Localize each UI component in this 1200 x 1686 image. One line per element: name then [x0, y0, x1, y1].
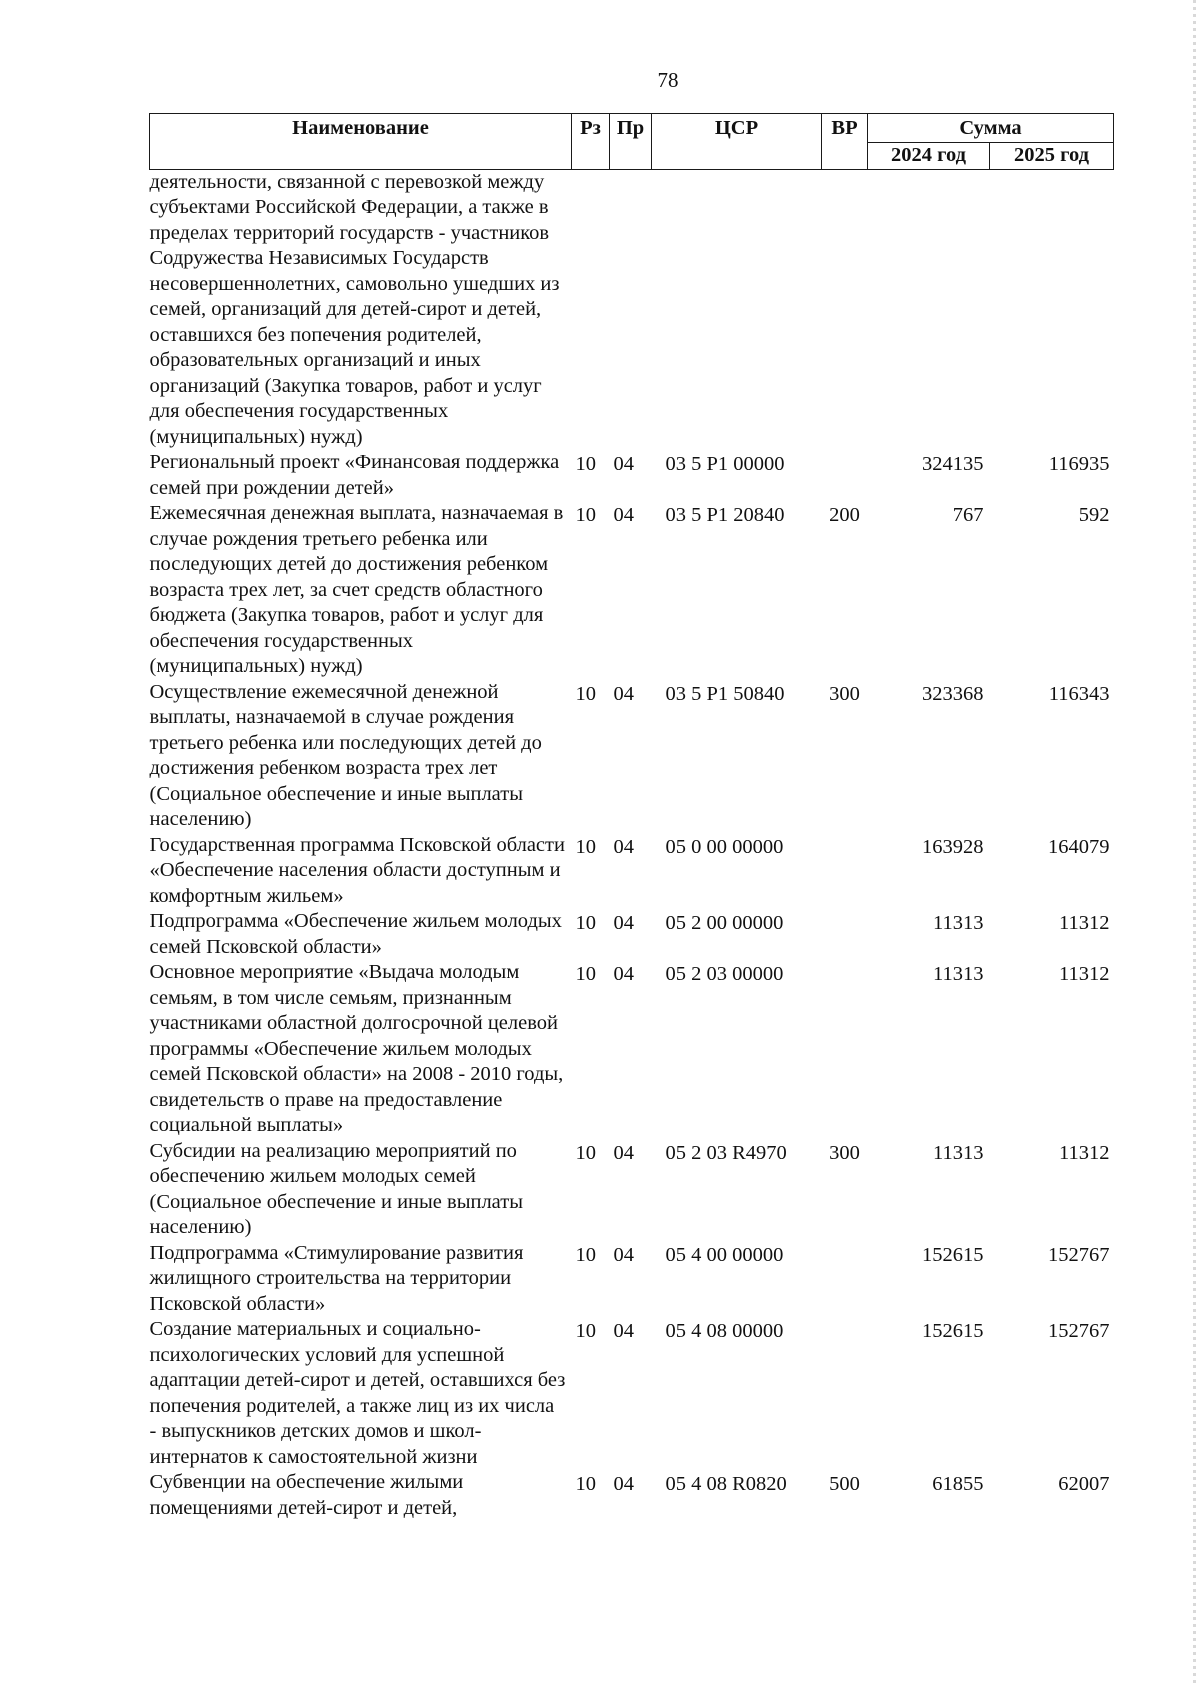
cell-2025: 152767	[1048, 1243, 1110, 1266]
table-row	[150, 450, 1114, 501]
cell-name: Субвенции на обеспечение жилыми помещениями детей-сирот и детей,	[149, 1471, 464, 1519]
cell-2024: 152615	[922, 1320, 984, 1342]
column-header-vr: ВР	[822, 114, 868, 170]
cell-2025: 116343	[1048, 682, 1110, 705]
column-header-pr: Пр	[610, 114, 652, 170]
cell-csr: 05 0 00 00000	[665, 835, 784, 858]
cell-vr: 200	[829, 504, 860, 526]
table-header	[150, 114, 1114, 170]
cell-name: Ежемесячная денежная выплата, назначаемая в случае рождения третьего ребенка или последующих детей до достижения ребенком возраста трех лет, за счет средств областного бюджета (Закупка товаров, работ и услуг для обеспечения государственных (муниципальных) нужд)	[149, 502, 564, 677]
table-row	[150, 169, 1114, 450]
cell-2024: 323368	[922, 682, 984, 705]
cell-2025: 152767	[1048, 1320, 1110, 1342]
cell-name: Осуществление ежемесячной денежной выплаты, назначаемой в случае рождения третьего ребенка или последующих детей до достижения ребенком возраста трех лет (Социальное обеспечение и иные выплаты населению)	[149, 680, 542, 830]
cell-2025: 164079	[1048, 835, 1110, 858]
cell-name: Подпрограмма «Обеспечение жильем молодых семей Псковской области»	[149, 910, 562, 958]
cell-2025	[990, 169, 1114, 450]
cell-name: Подпрограмма «Стимулирование развития жилищного строительства на территории Псковской области»	[149, 1241, 524, 1315]
table-row	[150, 501, 1114, 680]
cell-vr	[822, 833, 868, 910]
cell-rz: 10	[575, 1141, 596, 1164]
cell-vr	[822, 909, 868, 960]
cell-pr: 04	[613, 1320, 634, 1342]
column-header-rz: Рз	[572, 114, 610, 170]
cell-rz: 10	[575, 912, 596, 934]
cell-2025: 11312	[1059, 1141, 1110, 1164]
cell-2024: 11313	[933, 1141, 984, 1164]
cell-csr: 05 4 08 00000	[665, 1320, 784, 1342]
cell-csr	[652, 169, 822, 450]
cell-vr: 300	[829, 682, 860, 705]
cell-2024: 11313	[933, 963, 984, 985]
cell-pr: 04	[613, 682, 634, 705]
cell-name: деятельности, связанной с перевозкой между субъектами Российской Федерации, а также в пределах территорий государств - участников Содружества Независимых Государств несовершеннолетних, самовольно ушедших из семей, организаций для детей-сирот и детей, оставшихся без попечения родителей, образовательных организаций и иных организаций (Закупка товаров, работ и услуг для обеспечения государственных (муниципальных) нужд)	[149, 170, 560, 448]
cell-name: Создание материальных и социально-психологических условий для успешной адаптации детей-сирот и детей, оставшихся без попечения родителей, а также лиц из их числа - выпускников детских домов и школ-интернатов к самостоятельной жизни	[149, 1318, 566, 1468]
cell-rz: 10	[575, 682, 596, 705]
cell-csr: 03 5 P1 00000	[665, 453, 785, 475]
cell-rz	[572, 169, 610, 450]
column-header-2024: 2024 год	[868, 143, 990, 170]
cell-pr: 04	[613, 453, 634, 475]
cell-vr	[822, 960, 868, 1139]
cell-2024: 163928	[922, 835, 984, 858]
cell-csr: 03 5 P1 20840	[665, 504, 785, 526]
cell-2025: 11312	[1059, 963, 1110, 985]
column-header-csr: ЦСР	[652, 114, 822, 170]
budget-table	[149, 113, 1114, 1521]
cell-2024: 11313	[933, 912, 984, 934]
cell-csr: 05 4 08 R0820	[665, 1473, 787, 1495]
column-header-sum: Сумма	[868, 114, 1114, 143]
cell-pr: 04	[613, 1141, 634, 1164]
table-row	[150, 909, 1114, 960]
cell-name: Основное мероприятие «Выдача молодым семьям, в том числе семьям, признанным участниками областной долгосрочной целевой программы «Обеспечение жильем молодых семей Псковской области» на 2008 - 2010 годы, свидетельств о праве на предоставление социальной выплаты»	[149, 961, 564, 1136]
column-header-name: Наименование	[150, 114, 572, 170]
cell-csr: 05 2 03 00000	[665, 963, 784, 985]
cell-rz: 10	[575, 1243, 596, 1266]
cell-csr: 05 4 00 00000	[665, 1243, 784, 1266]
cell-name: Региональный проект «Финансовая поддержка семей при рождении детей»	[149, 451, 560, 499]
cell-rz: 10	[575, 835, 596, 858]
cell-2025: 116935	[1048, 453, 1110, 475]
cell-vr	[822, 169, 868, 450]
cell-pr: 04	[613, 1243, 634, 1266]
cell-vr	[822, 1241, 868, 1318]
cell-2025: 11312	[1059, 912, 1110, 934]
cell-rz: 10	[575, 504, 596, 526]
cell-2024: 324135	[922, 453, 984, 475]
table-row	[150, 680, 1114, 833]
cell-pr: 04	[613, 963, 634, 985]
cell-csr: 05 2 00 00000	[665, 912, 784, 934]
table-row	[150, 1139, 1114, 1241]
page-number: 78	[657, 68, 679, 92]
cell-rz: 10	[575, 963, 596, 985]
table-body	[150, 169, 1114, 1521]
cell-pr	[610, 169, 652, 450]
cell-2024: 152615	[922, 1243, 984, 1266]
cell-vr: 300	[829, 1141, 860, 1164]
table-row	[150, 833, 1114, 910]
cell-pr: 04	[613, 835, 634, 858]
cell-csr: 05 2 03 R4970	[665, 1141, 787, 1164]
cell-2025: 62007	[1058, 1473, 1110, 1495]
cell-vr	[822, 450, 868, 501]
column-header-2025: 2025 год	[990, 143, 1114, 170]
table-row	[150, 1317, 1114, 1470]
cell-vr: 500	[829, 1473, 860, 1495]
cell-2024	[868, 169, 990, 450]
cell-name: Субсидии на реализацию мероприятий по обеспечению жильем молодых семей (Социальное обеспечение и иные выплаты населению)	[149, 1139, 523, 1238]
table-row	[150, 1470, 1114, 1521]
table-row	[150, 1241, 1114, 1318]
table-row	[150, 960, 1114, 1139]
scan-edge-artifact	[1193, 0, 1196, 1686]
cell-name: Государственная программа Псковской области «Обеспечение населения области доступным и комфортным жильем»	[149, 833, 565, 907]
cell-2025: 592	[1078, 504, 1110, 526]
cell-csr: 03 5 P1 50840	[665, 682, 785, 705]
cell-2024: 61855	[932, 1473, 984, 1495]
cell-pr: 04	[613, 1473, 634, 1495]
cell-rz: 10	[575, 453, 596, 475]
cell-2024: 767	[952, 504, 984, 526]
cell-rz: 10	[575, 1320, 596, 1342]
cell-pr: 04	[613, 912, 634, 934]
cell-rz: 10	[575, 1473, 596, 1495]
cell-vr	[822, 1317, 868, 1470]
cell-pr: 04	[613, 504, 634, 526]
